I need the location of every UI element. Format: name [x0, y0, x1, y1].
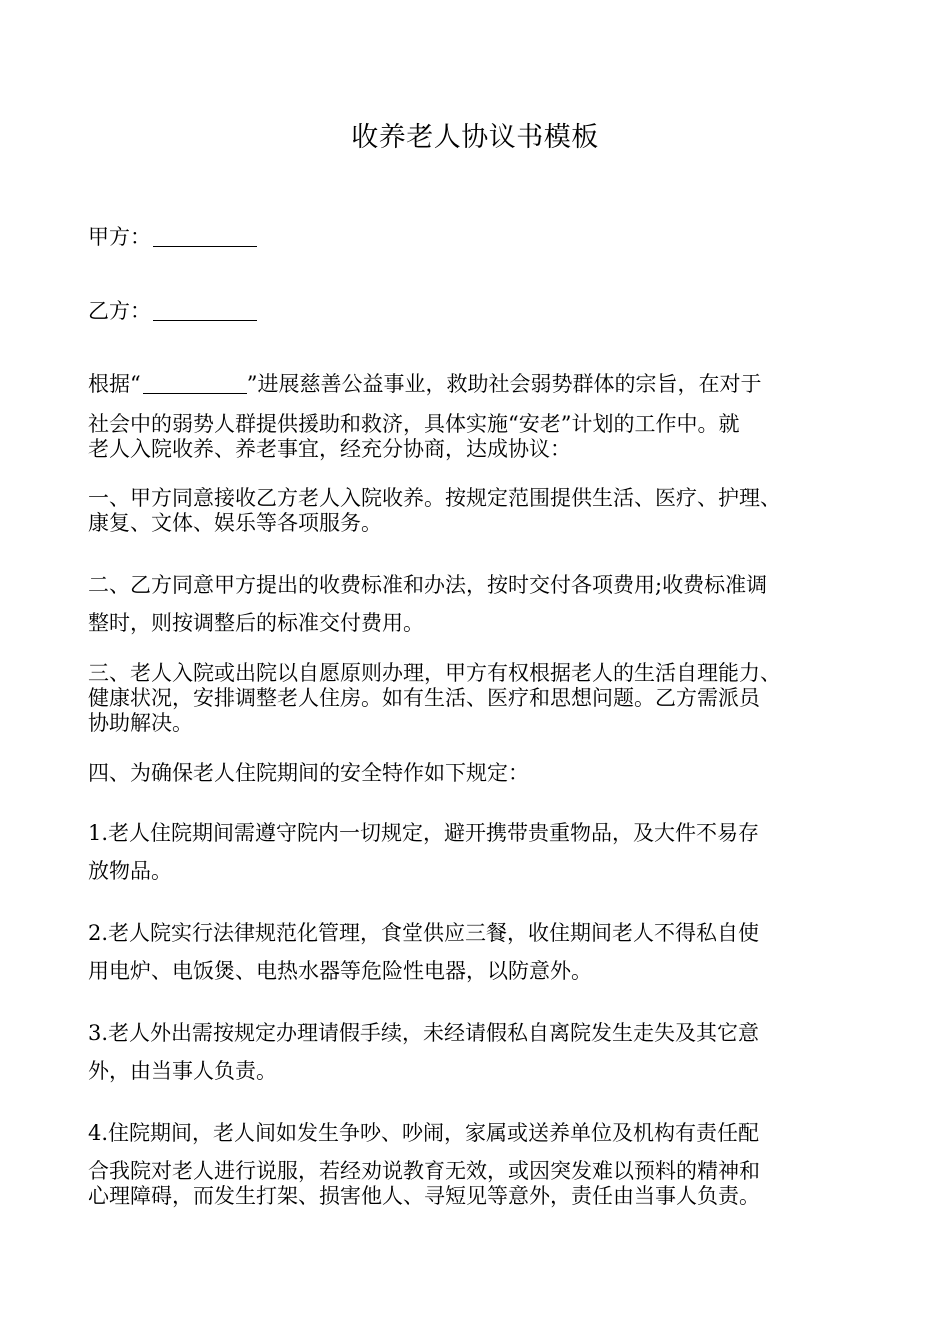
- party-b-label: 乙方：: [88, 299, 151, 323]
- intro-line-3: 老人入院收养、养老事宜，经充分协商，达成协议：: [88, 437, 571, 461]
- intro-blank[interactable]: [143, 371, 247, 394]
- item-3-line-2: 外，由当事人负责。: [88, 1059, 277, 1083]
- clause-2-line-2: 整时，则按调整后的标准交付费用。: [88, 611, 424, 635]
- item-4-line-3: 心理障碍，而发生打架、损害他人、寻短见等意外，责任由当事人负责。: [88, 1184, 760, 1208]
- party-a-blank[interactable]: [153, 224, 257, 247]
- item-3-line-1: 3.老人外出需按规定办理请假手续，未经请假私自离院发生走失及其它意: [88, 1021, 760, 1045]
- item-1-line-1: 1.老人住院期间需遵守院内一切规定，避开携带贵重物品，及大件不易存: [88, 821, 760, 845]
- intro-line-1: [88, 369, 868, 399]
- party-b-blank[interactable]: [153, 298, 257, 321]
- party-b-line: [88, 296, 868, 326]
- party-a-label: 甲方：: [88, 225, 151, 249]
- clause-1-line-1: 一、甲方同意接收乙方老人入院收养。按规定范围提供生活、医疗、护理、: [88, 486, 781, 510]
- intro-tail: ”进展慈善公益事业，救助社会弱势群体的宗旨，在对于: [246, 372, 762, 396]
- clause-2-line-1: 二、乙方同意甲方提出的收费标准和办法，按时交付各项费用;收费标准调: [88, 573, 768, 597]
- item-2-line-1: 2.老人院实行法律规范化管理，食堂供应三餐，收住期间老人不得私自使: [88, 921, 760, 945]
- intro-lead: 根据“: [88, 372, 141, 396]
- item-2-line-2: 用电炉、电饭煲、电热水器等危险性电器，以防意外。: [88, 959, 592, 983]
- item-4-line-1: 4.住院期间，老人间如发生争吵、吵闹，家属或送养单位及机构有责任配: [88, 1121, 760, 1145]
- clause-3-line-3: 协助解决。: [88, 711, 193, 735]
- clause-1-line-2: 康复、文体、娱乐等各项服务。: [88, 511, 382, 535]
- clause-4-heading: 四、为确保老人住院期间的安全特作如下规定：: [88, 761, 529, 785]
- item-1-line-2: 放物品。: [88, 859, 172, 883]
- party-a-line: [88, 222, 868, 252]
- item-4-line-2: 合我院对老人进行说服，若经劝说教育无效，或因突发难以预料的精神和: [88, 1159, 760, 1183]
- clause-3-line-1: 三、老人入院或出院以自愿原则办理，甲方有权根据老人的生活自理能力、: [88, 661, 781, 685]
- document-title: 收养老人协议书模板: [351, 122, 599, 153]
- clause-3-line-2: 健康状况，安排调整老人住房。如有生活、医疗和思想问题。乙方需派员: [88, 686, 760, 710]
- intro-line-2: 社会中的弱势人群提供援助和救济，具体实施“安老”计划的工作中。就: [88, 412, 740, 436]
